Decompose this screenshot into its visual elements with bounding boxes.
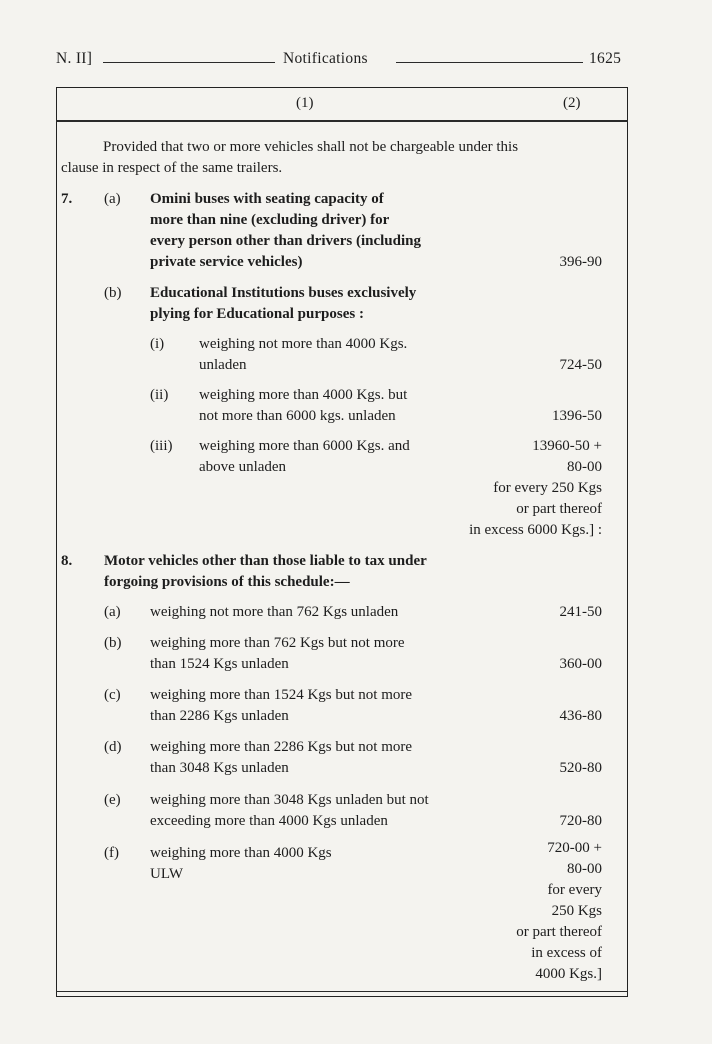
- table-header-rule: [56, 120, 628, 122]
- item-7a-description: [150, 189, 421, 273]
- item-7a-label: (a): [104, 191, 121, 207]
- item-8-line: forgoing provisions of this schedule:—: [104, 574, 350, 590]
- item-8b-amount: 360-00: [559, 656, 602, 672]
- item-8e-line: exceeding more than 4000 Kgs unladen: [150, 813, 388, 829]
- item-8c-line: weighing more than 1524 Kgs but not more: [150, 687, 413, 703]
- item-8b-line: weighing more than 762 Kgs but not more: [150, 635, 405, 651]
- item-8e-amount: 720-80: [559, 813, 602, 829]
- header-rule-left: [103, 62, 275, 63]
- item-7b-ii-amount: 1396-50: [552, 408, 602, 424]
- item-8d-line: than 3048 Kgs unladen: [150, 760, 289, 776]
- item-7b-description: [150, 283, 416, 325]
- item-8b-description: [150, 633, 405, 675]
- item-7b-i-line: unladen: [199, 357, 247, 373]
- item-7b-line: plying for Educational purposes :: [150, 306, 364, 322]
- item-8d-description: [150, 737, 412, 779]
- item-8f-description: [150, 843, 332, 885]
- amount-line: in excess of: [531, 945, 602, 961]
- proviso-line-2: clause in respect of the same trailers.: [61, 160, 283, 176]
- item-7a-line: more than nine (excluding driver) for: [150, 212, 390, 228]
- item-7b-ii-description: [199, 385, 407, 427]
- item-7b-iii-line: above unladen: [199, 459, 287, 475]
- item-8f-line: ULW: [150, 866, 184, 882]
- item-7b-label: (b): [104, 285, 122, 301]
- item-7a-line: private service vehicles): [150, 254, 303, 270]
- item-7a-line: every person other than drivers (including: [150, 233, 421, 249]
- item-7b-i-label: (i): [150, 336, 165, 352]
- column-2-heading: (2): [563, 95, 581, 111]
- item-7a-line: Omini buses with seating capacity of: [150, 191, 384, 207]
- item-7b-i-amount: 724-50: [559, 357, 602, 373]
- item-7b-iii-description: [199, 436, 410, 478]
- table-bottom-inner-rule: [56, 991, 628, 992]
- item-7b-ii-label: (ii): [150, 387, 169, 403]
- item-8c-label: (c): [104, 687, 121, 703]
- amount-line: or part thereof: [516, 501, 602, 517]
- item-7b-ii-line: weighing more than 4000 Kgs. but: [199, 387, 408, 403]
- item-7b-iii-amount: [469, 436, 602, 541]
- item-8-description: [104, 551, 427, 593]
- amount-line: 13960-50 +: [532, 438, 602, 454]
- item-7b-iii-label: (iii): [150, 438, 173, 454]
- item-8c-amount: 436-80: [559, 708, 602, 724]
- item-7b-iii-line: weighing more than 6000 Kgs. and: [199, 438, 410, 454]
- item-8-number: 8.: [61, 553, 73, 569]
- item-7b-line: Educational Institutions buses exclusively: [150, 285, 417, 301]
- header-section-label: N. II]: [56, 50, 93, 67]
- header-rule-right: [396, 62, 583, 63]
- item-8f-line: weighing more than 4000 Kgs: [150, 845, 332, 861]
- amount-line: in excess 6000 Kgs.] :: [469, 522, 602, 538]
- item-7-number: 7.: [61, 191, 73, 207]
- item-8e-description: [150, 790, 429, 832]
- item-8e-label: (e): [104, 792, 121, 808]
- amount-line: 4000 Kgs.]: [535, 966, 602, 982]
- amount-line: for every 250 Kgs: [493, 480, 602, 496]
- item-7b-ii-line: not more than 6000 kgs. unladen: [199, 408, 396, 424]
- item-8-line: Motor vehicles other than those liable to tax under: [104, 553, 427, 569]
- amount-line: for every: [547, 882, 602, 898]
- column-1-heading: (1): [296, 95, 314, 111]
- item-8d-line: weighing more than 2286 Kgs but not more: [150, 739, 413, 755]
- amount-line: 720-00 +: [547, 840, 602, 856]
- amount-line: 80-00: [567, 861, 602, 877]
- item-7b-i-line: weighing not more than 4000 Kgs.: [199, 336, 408, 352]
- item-8a-description: weighing not more than 762 Kgs unladen: [150, 604, 399, 620]
- proviso-line-1: Provided that two or more vehicles shall not be chargeable under this: [103, 139, 519, 155]
- item-8e-line: weighing more than 3048 Kgs unladen but not: [150, 792, 429, 808]
- item-8b-line: than 1524 Kgs unladen: [150, 656, 289, 672]
- item-8b-label: (b): [104, 635, 122, 651]
- item-8c-description: [150, 685, 412, 727]
- amount-line: or part thereof: [516, 924, 602, 940]
- amount-line: 80-00: [567, 459, 602, 475]
- item-7a-amount: 396-90: [559, 254, 602, 270]
- item-8a-label: (a): [104, 604, 121, 620]
- page-number: 1625: [589, 50, 622, 67]
- item-8d-amount: 520-80: [559, 760, 602, 776]
- item-8c-line: than 2286 Kgs unladen: [150, 708, 289, 724]
- item-7b-i-description: [199, 334, 407, 376]
- header-title: Notifications: [283, 50, 368, 67]
- item-8d-label: (d): [104, 739, 122, 755]
- amount-line: 250 Kgs: [551, 903, 602, 919]
- item-8a-amount: 241-50: [559, 604, 602, 620]
- item-8f-amount: [516, 838, 602, 985]
- item-8f-label: (f): [104, 845, 119, 861]
